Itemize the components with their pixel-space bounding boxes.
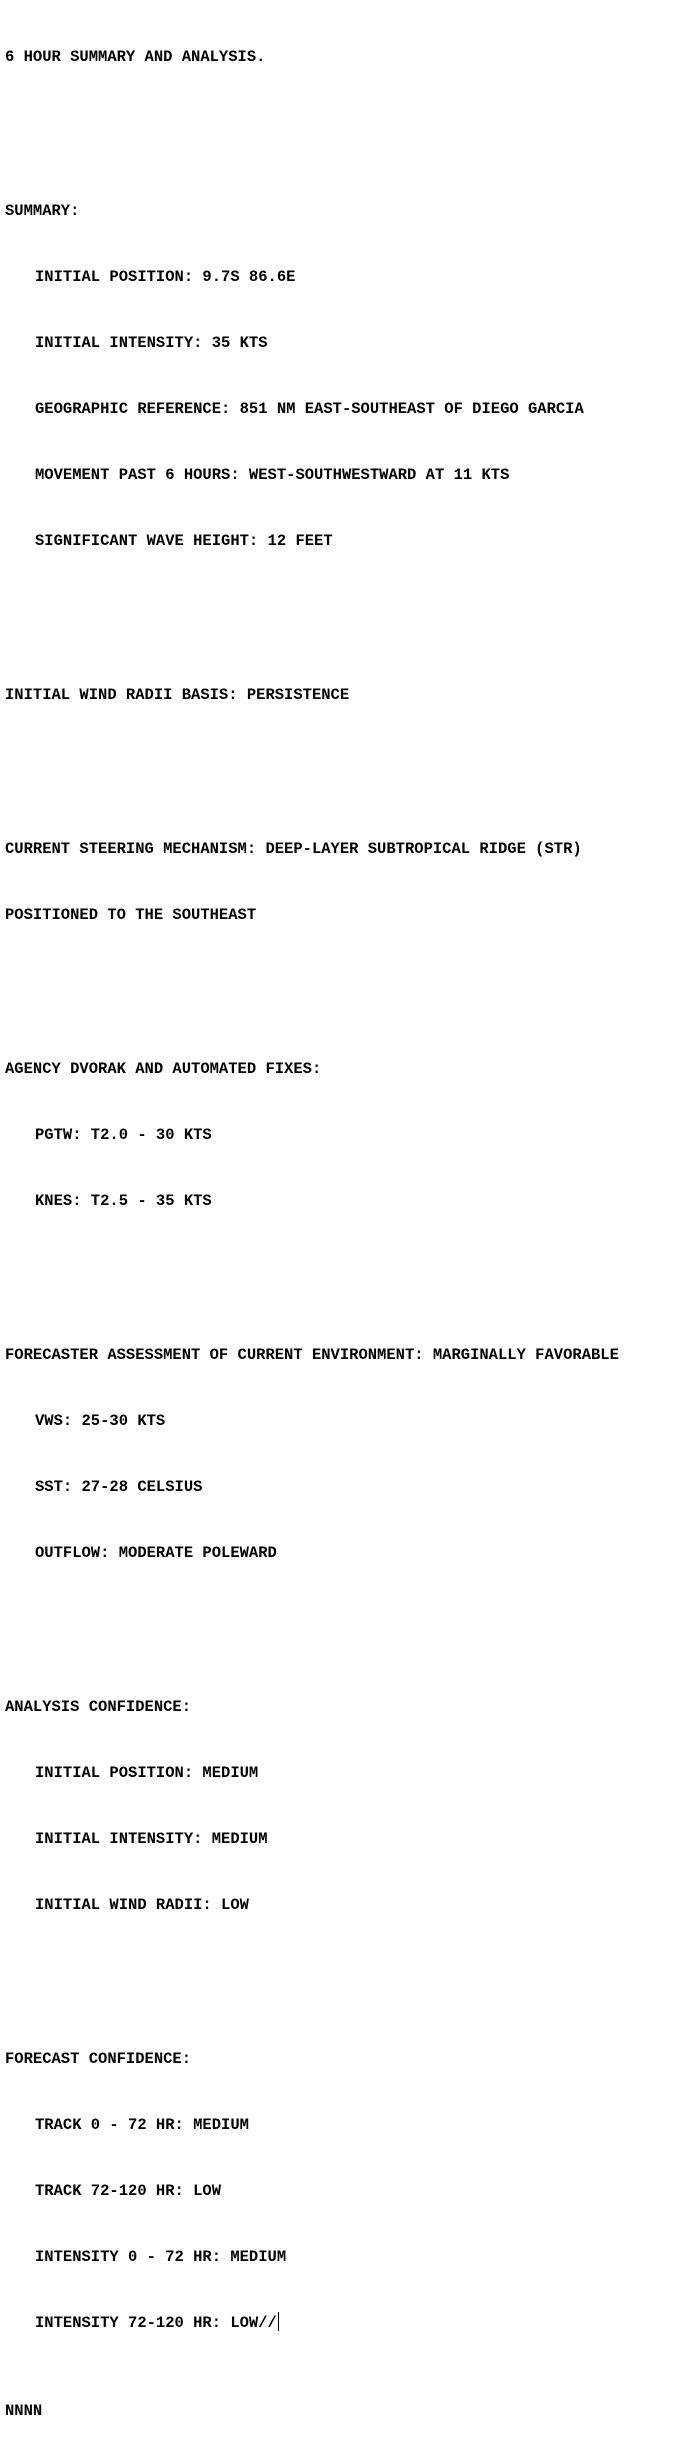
blank-line xyxy=(5,1960,670,1982)
dvorak-pgtw: PGTW: T2.0 - 30 KTS xyxy=(35,1126,212,1144)
dvorak-knes: KNES: T2.5 - 35 KTS xyxy=(35,1192,212,1210)
summary-geographic-reference: GEOGRAPHIC REFERENCE: 851 NM EAST-SOUTHEAST OF DIEGO GARCIA xyxy=(35,400,584,418)
forecast-intensity-72-120[interactable]: INTENSITY 72-120 HR: LOW// xyxy=(35,2314,277,2332)
forecast-confidence-heading: FORECAST CONFIDENCE: xyxy=(5,2050,192,2068)
wind-radii-basis: INITIAL WIND RADII BASIS: PERSISTENCE xyxy=(5,686,350,704)
environment-sst: SST: 27-28 CELSIUS xyxy=(35,1478,203,1496)
forecast-intensity-72-120-row[interactable] xyxy=(5,2312,670,2334)
blank-line xyxy=(5,112,670,134)
summary-movement: MOVEMENT PAST 6 HOURS: WEST-SOUTHWESTWARD AT 11 KTS xyxy=(35,466,510,484)
summary-initial-position: INITIAL POSITION: 9.7S 86.6E xyxy=(35,268,296,286)
forecast-intensity-0-72: INTENSITY 0 - 72 HR: MEDIUM xyxy=(35,2248,287,2266)
dvorak-heading: AGENCY DVORAK AND AUTOMATED FIXES: xyxy=(5,1060,322,1078)
environment-outflow: OUTFLOW: MODERATE POLEWARD xyxy=(35,1544,277,1562)
environment-heading: FORECASTER ASSESSMENT OF CURRENT ENVIRONMENT: MARGINALLY FAVORABLE xyxy=(5,1346,619,1364)
blank-line xyxy=(5,970,670,992)
summary-heading: SUMMARY: xyxy=(5,202,80,220)
analysis-confidence-wind-radii: INITIAL WIND RADII: LOW xyxy=(35,1896,249,1914)
forecast-track-72-120: TRACK 72-120 HR: LOW xyxy=(35,2182,222,2200)
forecast-track-0-72: TRACK 0 - 72 HR: MEDIUM xyxy=(35,2116,249,2134)
analysis-confidence-intensity: INITIAL INTENSITY: MEDIUM xyxy=(35,1830,268,1848)
analysis-confidence-position: INITIAL POSITION: MEDIUM xyxy=(35,1764,259,1782)
analysis-confidence-heading: ANALYSIS CONFIDENCE: xyxy=(5,1698,192,1716)
blank-line xyxy=(5,596,670,618)
blank-line xyxy=(5,1608,670,1630)
text-cursor xyxy=(278,2312,279,2331)
document-footer: NNNN xyxy=(5,2402,43,2420)
environment-vws: VWS: 25-30 KTS xyxy=(35,1412,166,1430)
bulletin-document xyxy=(5,2,670,2444)
summary-initial-intensity: INITIAL INTENSITY: 35 KTS xyxy=(35,334,268,352)
blank-line xyxy=(5,1256,670,1278)
steering-line-2: POSITIONED TO THE SOUTHEAST xyxy=(5,906,257,924)
blank-line xyxy=(5,750,670,772)
steering-line-1: CURRENT STEERING MECHANISM: DEEP-LAYER SUBTROPICAL RIDGE (STR) xyxy=(5,840,582,858)
summary-wave-height: SIGNIFICANT WAVE HEIGHT: 12 FEET xyxy=(35,532,333,550)
document-header: 6 HOUR SUMMARY AND ANALYSIS. xyxy=(5,48,266,66)
